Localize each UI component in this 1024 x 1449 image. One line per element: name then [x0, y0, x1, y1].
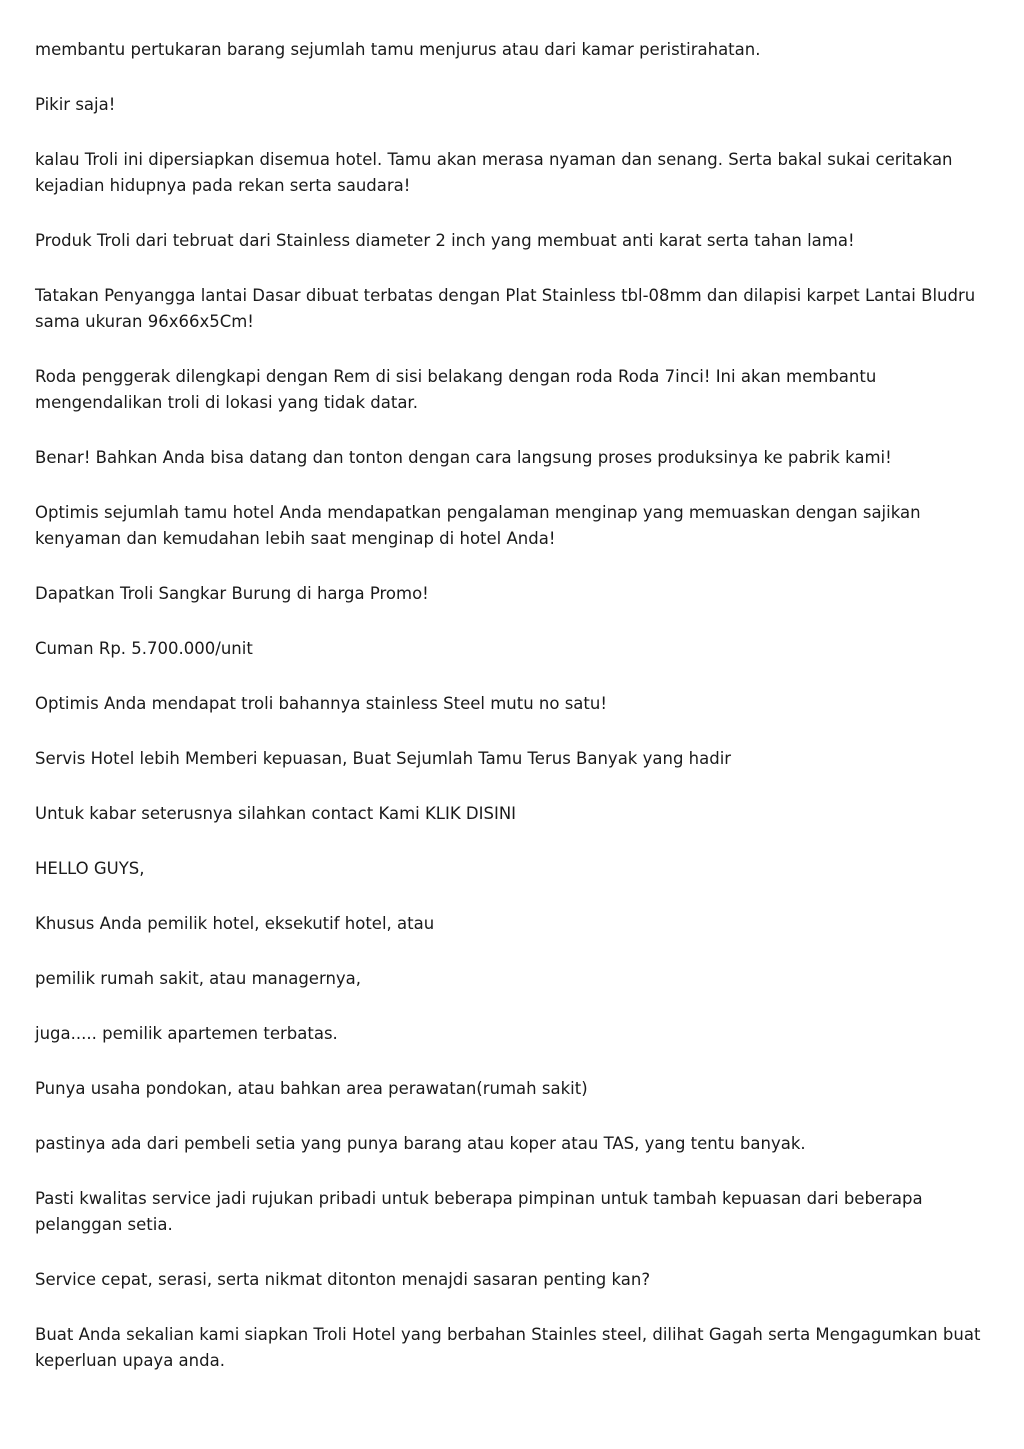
paragraph: kalau Troli ini dipersiapkan disemua hotel. Tamu akan merasa nyaman dan senang. Serta bakal sukai ceritakan kejadian hidupnya pada rekan serta saudara!: [35, 150, 953, 195]
document-body: [35, 37, 995, 1374]
paragraph: Pikir saja!: [35, 95, 116, 114]
paragraph: Tatakan Penyangga lantai Dasar dibuat terbatas dengan Plat Stainless tbl-08mm dan dilapisi karpet Lantai Bludru sama ukuran 96x66x5Cm!: [35, 286, 976, 331]
price-paragraph: Cuman Rp. 5.700.000/unit: [35, 639, 253, 658]
paragraph: Buat Anda sekalian kami siapkan Troli Hotel yang berbahan Stainles steel, dilihat Gagah serta Mengagumkan buat keperluan upaya anda.: [35, 1325, 981, 1370]
paragraph: HELLO GUYS,: [35, 859, 145, 878]
paragraph: Optimis sejumlah tamu hotel Anda mendapatkan pengalaman menginap yang memuaskan dengan sajikan kenyaman dan kemudahan lebih saat menginap di hotel Anda!: [35, 503, 921, 548]
paragraph: pastinya ada dari pembeli setia yang punya barang atau koper atau TAS, yang tentu banyak.: [35, 1134, 806, 1153]
paragraph: Benar! Bahkan Anda bisa datang dan tonton dengan cara langsung proses produksinya ke pabrik kami!: [35, 448, 892, 467]
paragraph: Punya usaha pondokan, atau bahkan area perawatan(rumah sakit): [35, 1079, 588, 1098]
paragraph: Optimis Anda mendapat troli bahannya stainless Steel mutu no satu!: [35, 694, 607, 713]
paragraph: Khusus Anda pemilik hotel, eksekutif hotel, atau: [35, 914, 435, 933]
paragraph: Dapatkan Troli Sangkar Burung di harga Promo!: [35, 584, 429, 603]
paragraph: Service cepat, serasi, serta nikmat ditonton menajdi sasaran penting kan?: [35, 1270, 651, 1289]
paragraph: Produk Troli dari tebruat dari Stainless diameter 2 inch yang membuat anti karat serta tahan lama!: [35, 231, 855, 250]
contact-paragraph: Untuk kabar seterusnya silahkan contact Kami KLIK DISINI: [35, 804, 517, 823]
paragraph: Roda penggerak dilengkapi dengan Rem di sisi belakang dengan roda Roda 7inci! Ini akan membantu mengendalikan troli di lokasi yang tidak datar.: [35, 367, 877, 412]
paragraph: pemilik rumah sakit, atau managernya,: [35, 969, 362, 988]
paragraph: Pasti kwalitas service jadi rujukan pribadi untuk beberapa pimpinan untuk tambah kepuasan dari beberapa pelanggan setia.: [35, 1189, 923, 1234]
paragraph: membantu pertukaran barang sejumlah tamu menjurus atau dari kamar peristirahatan.: [35, 40, 761, 59]
paragraph: Servis Hotel lebih Memberi kepuasan, Buat Sejumlah Tamu Terus Banyak yang hadir: [35, 749, 732, 768]
paragraph: juga..... pemilik apartemen terbatas.: [35, 1024, 338, 1043]
